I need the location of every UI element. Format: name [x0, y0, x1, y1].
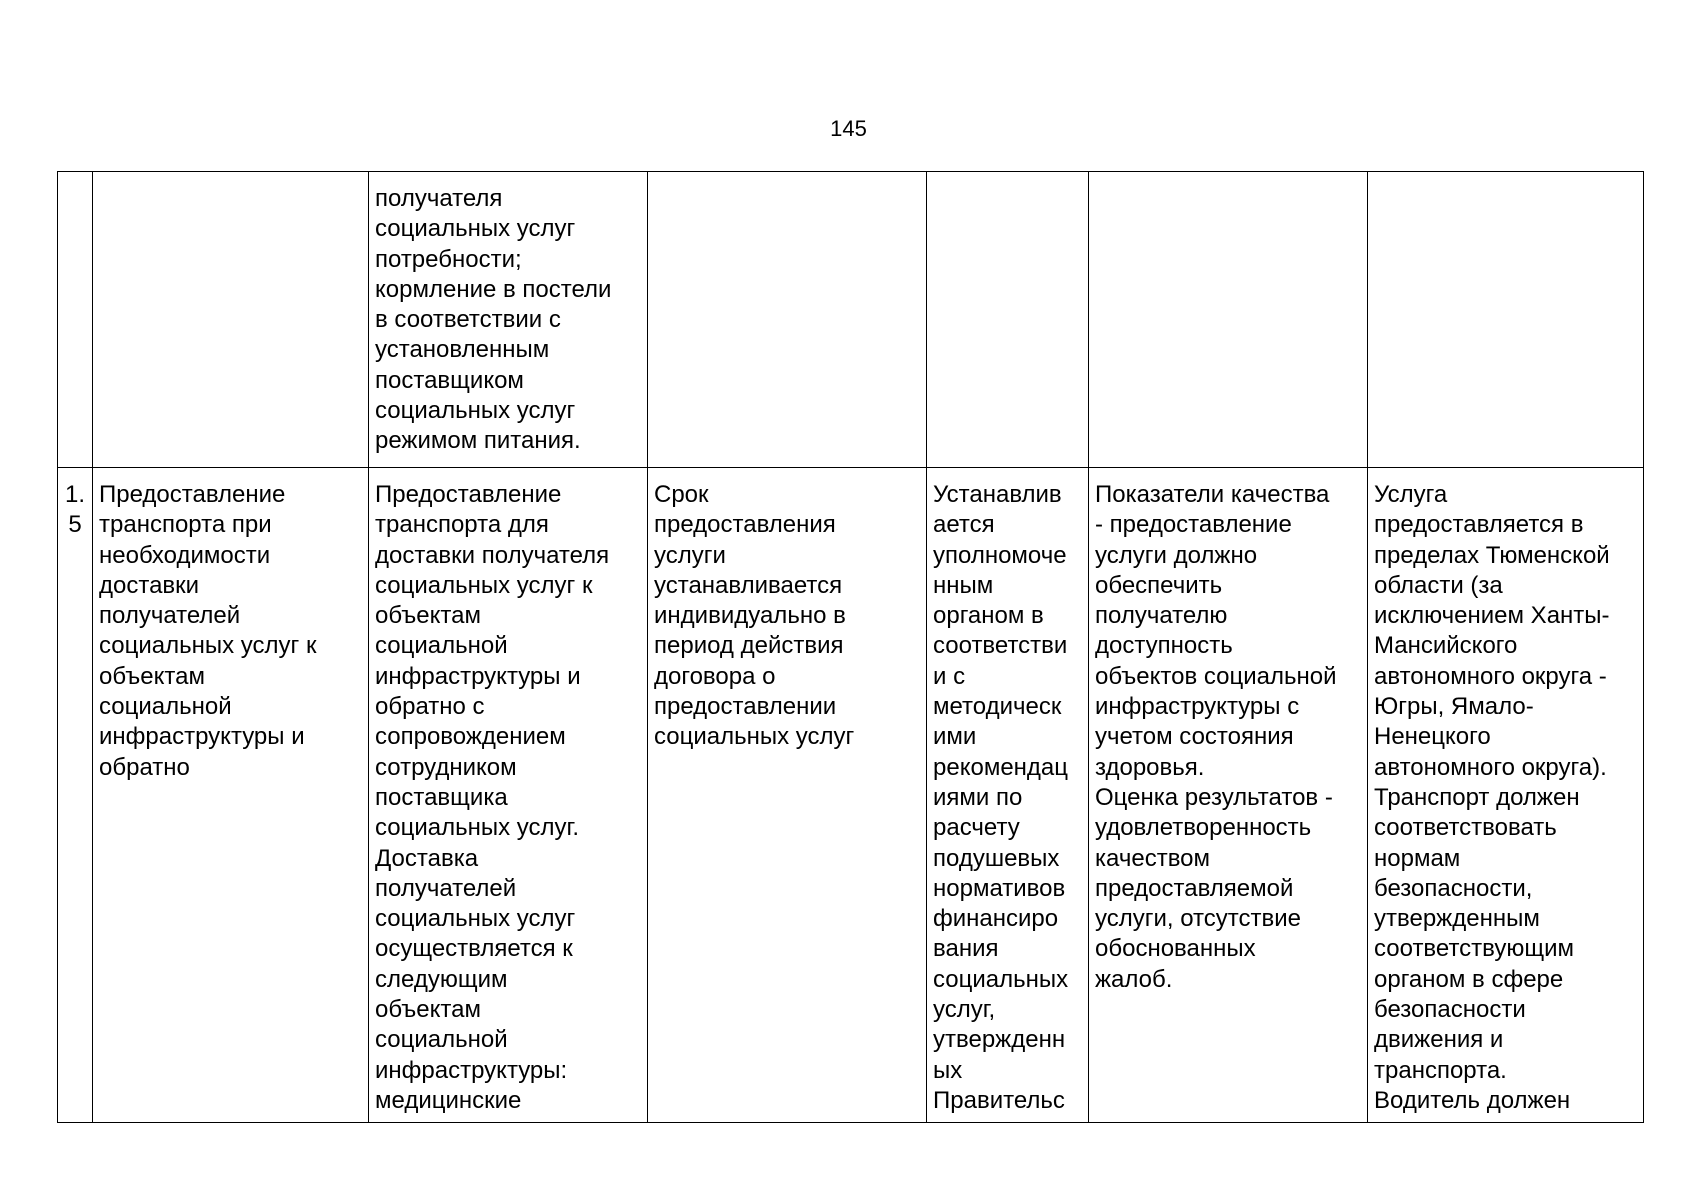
cell-number [58, 172, 93, 468]
cell-number: 1. 5 [58, 468, 93, 1123]
cell-service-norm [927, 172, 1089, 468]
cell-service-quality [1089, 172, 1368, 468]
cell-service-name: Предоставление транспорта при необходимости доставки получателей социальных услуг к объектам социальной инфраструктуры и обратно [93, 468, 369, 1123]
cell-service-quality: Показатели качества - предоставление услуги должно обеспечить получателю доступность объектов социальной инфраструктуры с учетом состояния здоровья. Оценка результатов - удовлетворенность качеством предоставляемой услуги, отсутствие обоснованных жалоб. [1089, 468, 1368, 1123]
cell-service-term: Срок предоставления услуги устанавливается индивидуально в период действия договора о предоставлении социальных услуг [648, 468, 927, 1123]
table-row-continuation [58, 172, 1644, 468]
cell-service-description: Предоставление транспорта для доставки получателя социальных услуг к объектам социальной инфраструктуры и обратно с сопровождением сотрудником поставщика социальных услуг. Доставка получателей социальных услуг осуществляется к следующим объектам социальной инфраструктуры: медицинские [369, 468, 648, 1123]
cell-service-name [93, 172, 369, 468]
cell-service-norm: Устанавлив ается уполномоче нным органом в соответстви и с методическ ими рекомендац иями по расчету подушевых нормативов финансиро вания социальных услуг, утвержденн ых Правительс [927, 468, 1089, 1123]
cell-service-conditions: Услуга предоставляется в пределах Тюменской области (за исключением Ханты- Мансийского автономного округа - Югры, Ямало- Ненецкого автономного округа). Транспорт должен соответствовать нормам безопасности, утвержденным соответствующим органом в сфере безопасности движения и транспорта. Водитель должен [1368, 468, 1644, 1123]
table-row-1-5 [58, 468, 1644, 1123]
services-table [57, 171, 1644, 1123]
cell-service-term [648, 172, 927, 468]
page-number: 145 [830, 116, 867, 141]
cell-service-description: получателя социальных услуг потребности; кормление в постели в соответствии с установленным поставщиком социальных услуг режимом питания. [369, 172, 648, 468]
cell-service-conditions [1368, 172, 1644, 468]
